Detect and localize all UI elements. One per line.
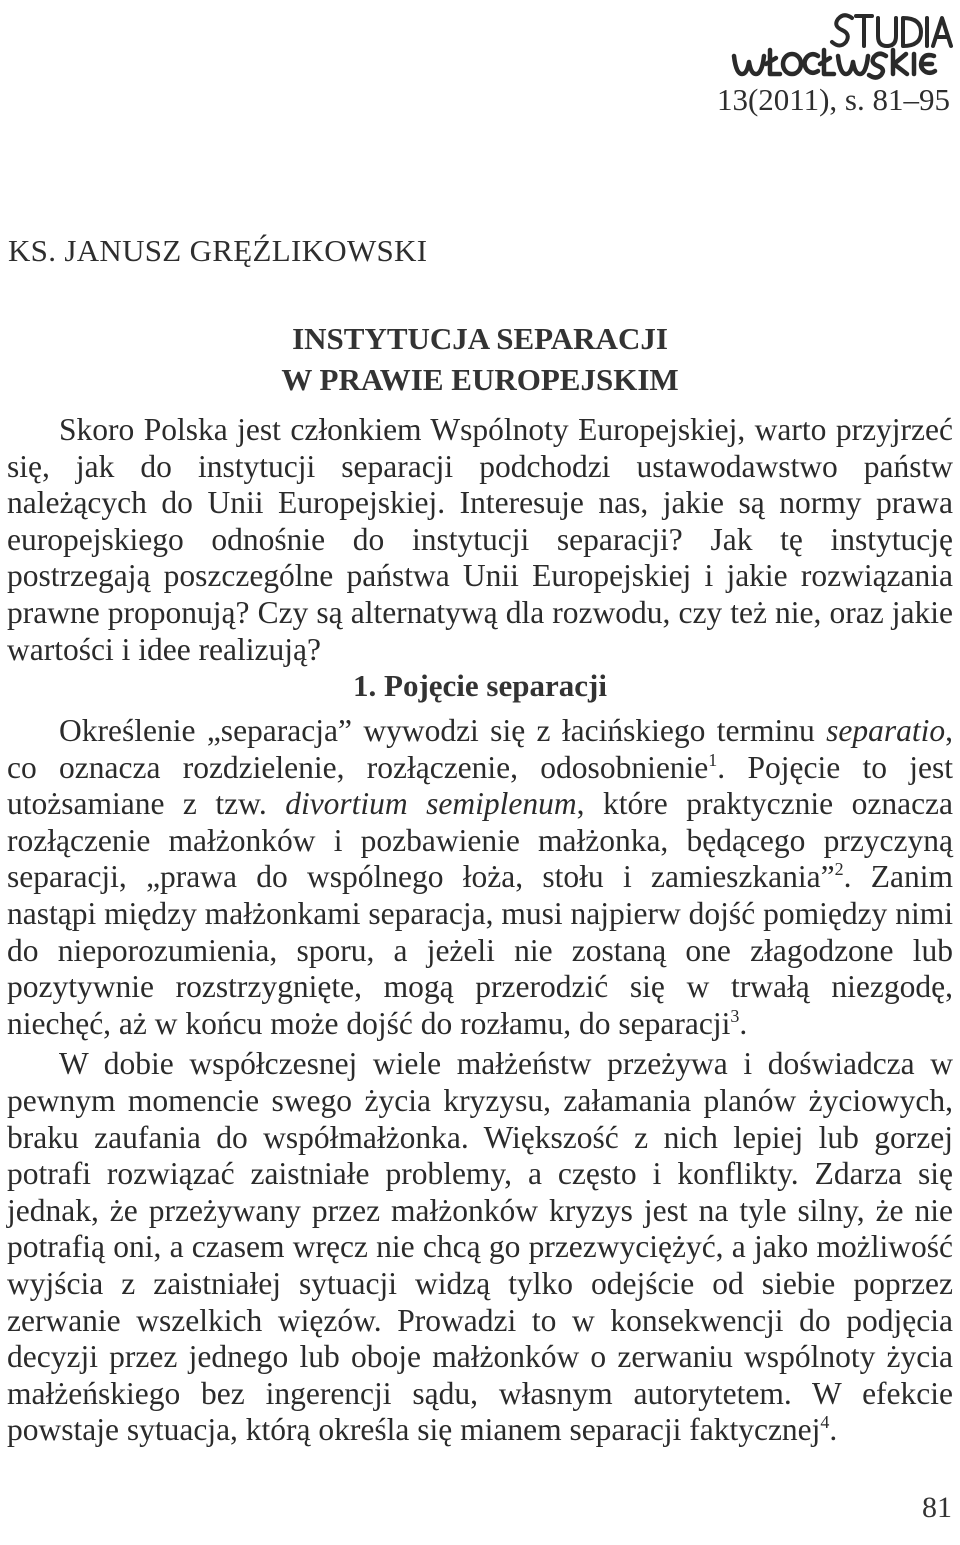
footnote-ref[interactable]: 1	[708, 749, 718, 770]
text-run: . Pojęcie to jest utożsamiane z tzw.	[7, 749, 953, 822]
text-run: , co oznacza rozdzielenie, rozłączenie, odosobnienie	[7, 713, 953, 785]
author-name: KS. JANUSZ GRĘŹLIKOWSKI	[8, 233, 428, 268]
footnote-ref[interactable]: 3	[730, 1005, 740, 1026]
body-paragraph-1	[7, 713, 953, 1042]
latin-term: separatio	[826, 713, 946, 748]
latin-term: divortium semiplenum	[285, 786, 577, 822]
section-heading: 1. Pojęcie separacji	[353, 668, 607, 703]
page-number: 81	[922, 1491, 952, 1524]
text-run: . Zanim nastąpi między małżonkami separacja, musi najpierw dojść pomiędzy nimi do nieporozumienia, sporu, a jeżeli nie zostaną one złagodzone lub pozytywnie rozstrzygnięte, mogą przerodzić się w trwałą niezgodę, niechęć, aż w końcu może dojść do rozłamu, do separacji	[7, 859, 953, 1041]
abstract	[7, 412, 953, 668]
body-paragraph-2	[7, 1046, 953, 1449]
article-title	[0, 318, 960, 400]
text-run: Określenie „separacja” wywodzi się z łacińskiego terminu	[59, 713, 827, 748]
issue-info: 13(2011), s. 81–95	[716, 82, 950, 117]
abstract-paragraph: Skoro Polska jest członkiem Wspólnoty Europejskiej, warto przyjrzeć się, jak do instytucji separacji podchodzi ustawodawstwo państw należących do Unii Europejskiej. Interesuje nas, jakie są normy prawa europejskiego odnośnie do instytucji separacji? Jak tę instytucję postrzegają poszczególne państwa Unii Europejskiej i jakie rozwiązania prawne proponują? Czy są alternatywą dla rozwodu, czy też nie, oraz jakie wartości i idee realizują?	[7, 412, 953, 667]
section-body	[7, 713, 953, 1449]
article-title-line-1: INSTYTUCJA SEPARACJI	[292, 321, 668, 356]
footnote-ref[interactable]: 4	[820, 1412, 830, 1433]
text-run: .	[829, 1412, 838, 1448]
footnote-ref[interactable]: 2	[834, 859, 844, 880]
text-run: .	[739, 1005, 748, 1041]
text-run: W dobie współczesnej wiele małżeństw przeżywa i doświadcza w pewnym momencie swego życia kryzysu, załamania planów życiowych, braku zaufania do współmałżonka. Większość z nich lepiej lub gorzej potrafi rozwiązać zaistniałe problemy, a często i konflikty. Zdarza się jednak, że przeżywany przez małżonków kryzys jest na tyle silny, że nie potrafią oni, a czasem wręcz nie chcą go przezwyciężyć, a jako możliwość wyjścia z zaistniałej sytuacji widzą tylko odejście od siebie poprzez zerwanie wszelkich więzów. Prowadzi to w konsekwencji do podjęcia decyzji przez jednego lub oboje małżonków o zerwaniu wspólnoty życia małżeńskiego bez ingerencji sądu, własnym autorytetem. W efekcie powstaje sytuacja, którą określa się mianem separacji faktycznej	[7, 1046, 953, 1448]
article-title-line-2: W PRAWIE EUROPEJSKIM	[281, 362, 679, 397]
text-run: , które praktycznie oznacza rozłączenie małżonków i pozbawienie małżonka, będącego przyczyną separacji, „prawa do wspólnego łoża, stołu i zamieszkania”	[7, 786, 954, 895]
